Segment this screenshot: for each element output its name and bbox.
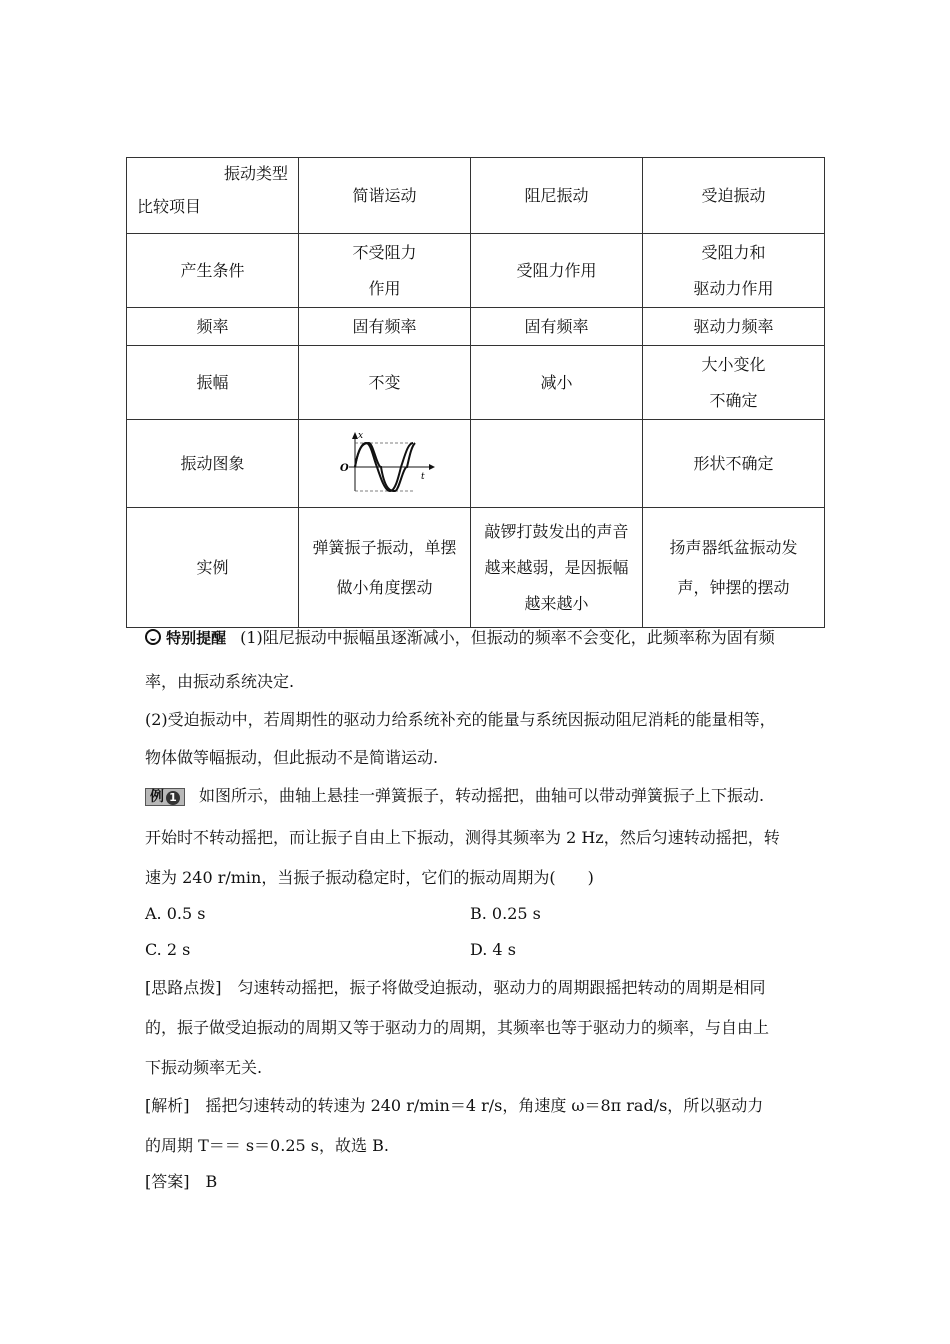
table-header-row	[127, 158, 825, 234]
example-badge: 例 1	[145, 788, 185, 806]
table-cell: 弹簧振子振动，单摆 做小角度摆动	[299, 508, 471, 628]
tip-text: (1)阻尼振动中振幅虽逐渐减小，但振动的频率不会变化，此频率称为固有频	[240, 628, 775, 647]
option-c: C. 2 s	[145, 940, 191, 959]
analysis-line: [解析] 摇把匀速转动的转速为 240 r/min＝4 r/s，角速度 ω＝8π rad/s，所以驱动力	[145, 1096, 764, 1115]
column-header: 受迫振动	[643, 158, 825, 234]
diagonal-header-cell	[127, 158, 299, 234]
tip-line: 物体做等幅振动，但此振动不是简谐运动.	[145, 748, 439, 767]
row-label: 产生条件	[127, 234, 299, 308]
table-cell: 不受阻力 作用	[299, 234, 471, 308]
table-row	[127, 308, 825, 346]
table-cell: 敲锣打鼓发出的声音 越来越弱，是因振幅 越来越小	[471, 508, 643, 628]
table-cell: 受阻力和 驱动力作用	[643, 234, 825, 308]
option-b: B. 0.25 s	[470, 904, 541, 923]
hint-line: [思路点拨] 匀速转动摇把，振子将做受迫振动，驱动力的周期跟摇把转动的周期是相同	[145, 978, 766, 997]
table-cell: 驱动力频率	[643, 308, 825, 346]
header-compare-item: 比较项目	[137, 197, 202, 216]
table-cell: 大小变化 不确定	[643, 346, 825, 420]
row-label: 频率	[127, 308, 299, 346]
table-row	[127, 234, 825, 308]
option-a: A. 0.5 s	[145, 904, 206, 923]
example-text: 如图所示，曲轴上悬挂一弹簧振子，转动摇把，曲轴可以带动弹簧振子上下振动.	[199, 786, 765, 805]
table-row	[127, 420, 825, 508]
table-cell-empty	[471, 420, 643, 508]
example-line: 开始时不转动摇把，而让振子自由上下振动，测得其频率为 2 Hz，然后匀速转动摇把，转	[145, 828, 780, 847]
table-cell: 扬声器纸盆振动发 声，钟摆的摆动	[643, 508, 825, 628]
column-header: 阻尼振动	[471, 158, 643, 234]
hint-line: 下振动频率无关.	[145, 1058, 263, 1077]
table-row	[127, 346, 825, 420]
table-cell: 固有频率	[471, 308, 643, 346]
smiley-icon	[145, 629, 161, 645]
analysis-line: 的周期 T＝＝ s＝0.25 s，故选 B.	[145, 1136, 389, 1155]
tip-line	[145, 628, 810, 648]
sine-graph-cell	[299, 420, 471, 508]
example-line	[145, 786, 810, 806]
tip-line: 率，由振动系统决定.	[145, 672, 295, 691]
sine-wave-graph	[335, 429, 435, 499]
origin-label: O	[339, 462, 349, 474]
tip-title: 特别提醒	[166, 629, 227, 647]
column-header: 简谐运动	[299, 158, 471, 234]
row-label: 振动图象	[127, 420, 299, 508]
table-cell: 形状不确定	[643, 420, 825, 508]
header-vibration-type: 振动类型	[223, 164, 288, 183]
table-row	[127, 508, 825, 628]
comparison-table	[126, 157, 825, 628]
hint-line: 的，振子做受迫振动的周期又等于驱动力的周期，其频率也等于驱动力的频率，与自由上	[145, 1018, 770, 1037]
table-cell: 固有频率	[299, 308, 471, 346]
example-line: 速为 240 r/min，当振子振动稳定时，它们的振动周期为( )	[145, 868, 594, 887]
table-cell: 受阻力作用	[471, 234, 643, 308]
axis-x-label: x	[357, 430, 363, 441]
axis-t-label: t	[420, 471, 425, 482]
tip-line: (2)受迫振动中，若周期性的驱动力给系统补充的能量与系统因振动阻尼消耗的能量相等，	[145, 710, 776, 729]
row-label: 实例	[127, 508, 299, 628]
option-d: D. 4 s	[470, 940, 516, 959]
table-cell: 减小	[471, 346, 643, 420]
answer-line: [答案] B	[145, 1172, 218, 1191]
table-cell: 不变	[299, 346, 471, 420]
row-label: 振幅	[127, 346, 299, 420]
